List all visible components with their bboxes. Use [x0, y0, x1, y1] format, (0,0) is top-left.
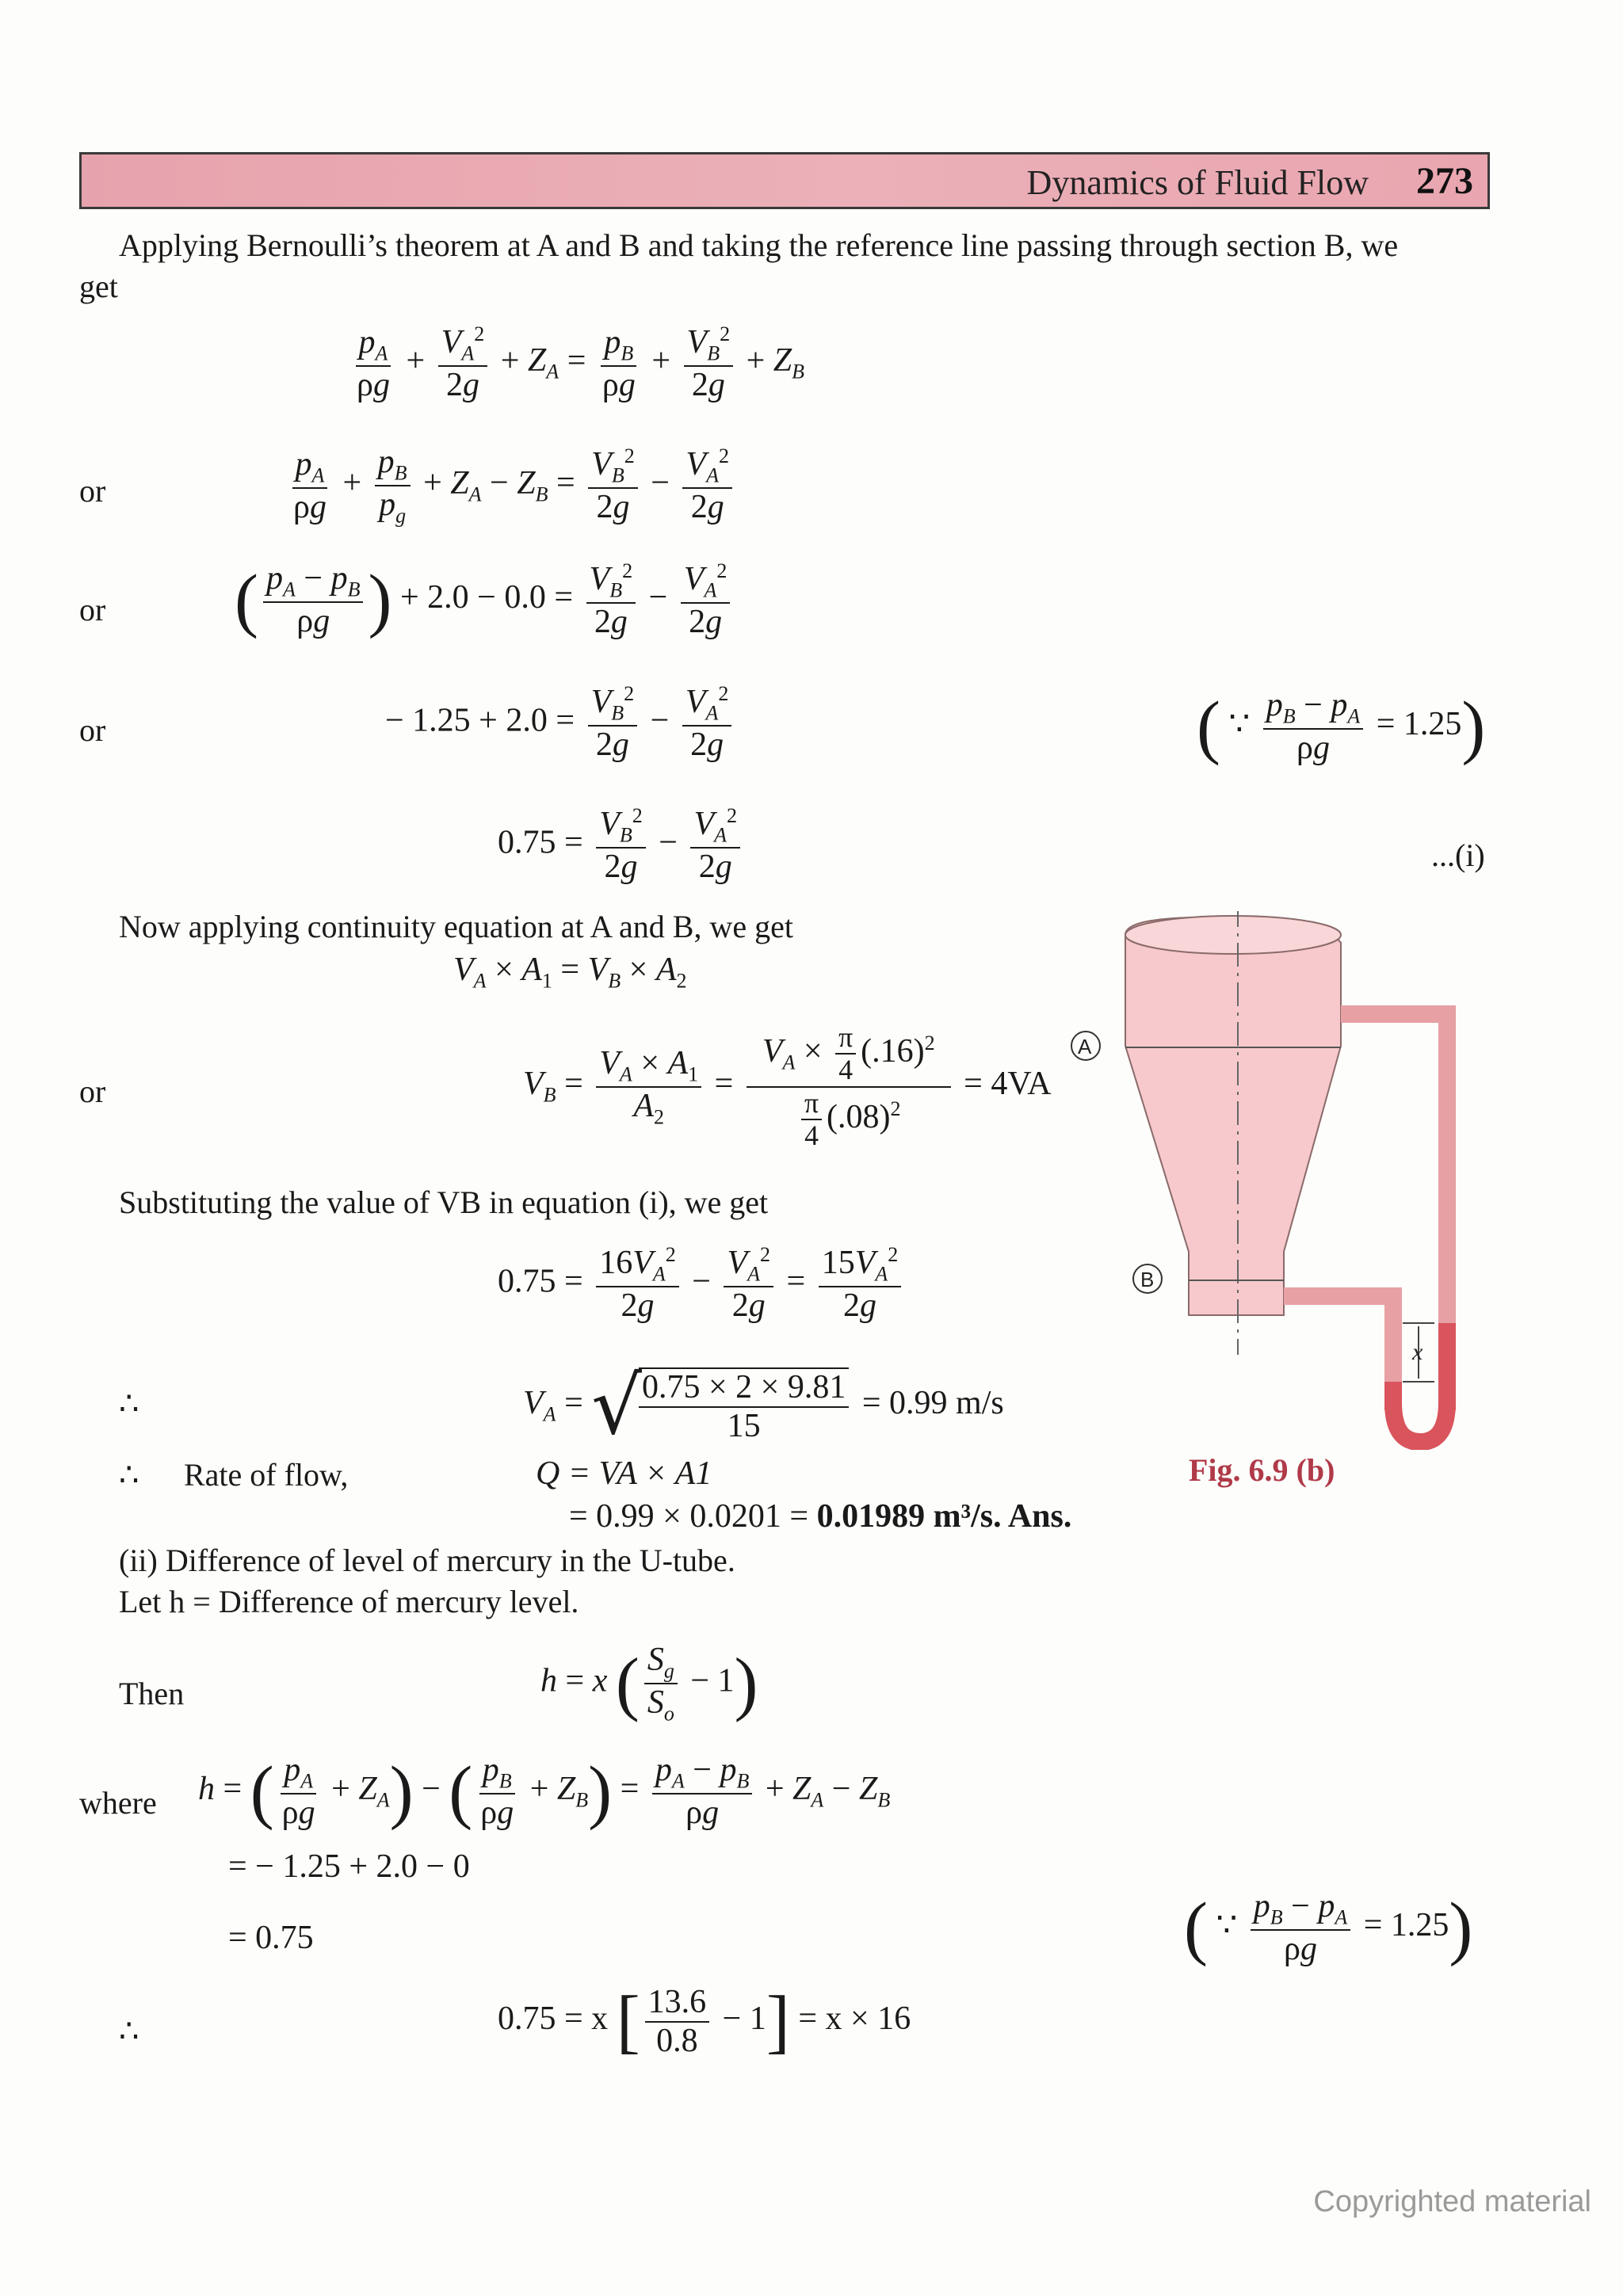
final-lhs: 0.75 = x — [498, 2000, 609, 2038]
equation-7-lhs: 0.75 = — [498, 1263, 583, 1300]
va-result: = 0.99 m/s — [861, 1385, 1004, 1422]
continuity-text: Now applying continuity equation at A and B, we get — [119, 909, 793, 944]
final-equation: 0.75 = x [ $\frac{13.6}{0.8}$ − 1] = x × 16 — [498, 1982, 911, 2061]
final-frac-num: 13.6 — [645, 1984, 710, 2022]
intro-line-2: get — [79, 269, 118, 304]
equation-4: − 1.25 + 2.0 = $\frac{V_B^2}{2g}$ − $\frac{V_A^2}{2g}$ — [385, 683, 736, 763]
label-b: B — [1140, 1268, 1155, 1291]
q-line-2-a: = 0.99 × 0.0201 = — [569, 1498, 817, 1535]
vb-result: = 4VA — [964, 1066, 1052, 1103]
vessel-top-ellipse — [1125, 916, 1341, 954]
vb-den-value: (.08) — [827, 1098, 891, 1135]
label-a: A — [1078, 1035, 1092, 1058]
page-number: 273 — [1416, 160, 1473, 202]
let-h-text: Let h = Difference of mercury level. — [119, 1584, 579, 1619]
rate-of-flow-label: Rate of flow, — [184, 1457, 349, 1493]
side-note-2: ( ∵ $\frac{p_B - p_A}{\rho g}$ = 1.25) — [1184, 1888, 1473, 1968]
therefore-2: ∴ — [119, 1457, 139, 1493]
equation-7: 0.75 = $\frac{16V_A^2}{2g}$ − $\frac{V_A^2}{2g}$ = $\frac{15V_A^2}{2g}$ — [498, 1244, 906, 1324]
side-note-2-value: = 1.25 — [1363, 1907, 1449, 1944]
label-where: where — [79, 1785, 157, 1821]
continuity-equation: $V_A \times A_1 = V_B \times A_2$ — [453, 952, 687, 993]
q-line-2 — [569, 1497, 1071, 1535]
therefore-1: ∴ — [119, 1386, 139, 1421]
equation-2: $\frac{p_A}{\rho g}$ + $\frac{p_B}{p_g}$ + $Z_A - Z_B$ = $\frac{V_B^2}{2g}$ − $\frac{V_A^2}{2g}$ — [285, 444, 737, 528]
copyright-watermark: Copyrighted material — [1313, 2185, 1591, 2218]
bernoulli-equation: $\frac{p_A}{\rho g}$ + $\frac{V_A^2}{2g}$ + $Z_A$ = $\frac{p_B}{\rho g}$ + $\frac{V_B^2}{2g}$ + $Z_B$ — [357, 322, 805, 404]
vessel-body — [1125, 917, 1341, 1315]
label-or-4: or — [79, 1074, 106, 1109]
q-line-1: Q = VA × A1 — [536, 1455, 712, 1492]
equation-5-lhs: 0.75 = — [498, 824, 583, 861]
final-rhs: = x × 16 — [798, 2000, 911, 2038]
manometer-tube-b — [1284, 1296, 1393, 1410]
h-value-line-2: = 0.75 — [228, 1920, 314, 1956]
x-label: x — [1412, 1339, 1423, 1365]
equation-3: ( $\frac{p_A - p_B}{\rho g}$ ) + 2.0 − 0.0 = $\frac{V_B^2}{2g}$ − $\frac{V_A^2}{2g}$ — [235, 559, 735, 641]
chapter-title: Dynamics of Fluid Flow — [1026, 163, 1369, 202]
label-or-3: or — [79, 712, 106, 748]
therefore-3: ∴ — [119, 2013, 139, 2049]
side-note-1: ( ∵ $\frac{p_B - p_A}{\rho g}$ = 1.25) — [1197, 687, 1486, 767]
venturi-figure — [1062, 911, 1474, 1450]
label-then: Then — [119, 1676, 185, 1711]
h-formula: h = x ( $\frac{S_g}{S_o}$ − 1) — [540, 1642, 758, 1726]
h-expansion: h = ( $\frac{p_A}{\rho g}$ + $Z_A$) − ( $\frac{p_B}{\rho g}$ + $Z_B$) = $\frac{p_A - p_B}{\rho g}$ + $Z_A - Z_B$ — [198, 1752, 891, 1832]
part-2-title: (ii) Difference of level of mercury in the U-tube. — [119, 1543, 735, 1578]
q-answer: 0.01989 m³/s. Ans. — [816, 1498, 1072, 1535]
h-value-line-1: = − 1.25 + 2.0 − 0 — [228, 1848, 470, 1885]
figure-caption: Fig. 6.9 (b) — [1189, 1452, 1335, 1488]
vb-equation: $V_B$ = $\frac{V_A \times A_1}{A_2}$ = $V_A$ × $\frac{\pi}{4}$ $(.16)^2$ $\frac{\pi}{4}$ $(.08)^2$ = 4VA — [523, 1021, 1052, 1151]
substitution-text: Substituting the value of VB in equation (i), we get — [119, 1184, 769, 1220]
equation-ref-i: ...(i) — [1431, 837, 1485, 873]
va-equation: $V_A$ = √ $\frac{0.75 \times 2 \times 9.81}{15}$ = 0.99 m/s — [523, 1360, 1004, 1452]
page-header — [79, 152, 1490, 209]
label-or-1: or — [79, 473, 106, 509]
vb-num-value: (.16) — [861, 1032, 925, 1070]
equation-3-mid: + 2.0 − 0.0 = — [399, 579, 574, 616]
final-frac-den: 0.8 — [656, 2022, 698, 2059]
side-note-1-value: = 1.25 — [1376, 706, 1462, 743]
label-or-2: or — [79, 592, 106, 627]
equation-4-lhs: − 1.25 + 2.0 = — [385, 702, 575, 739]
va-radicand-num: 0.75 × 2 × 9.81 — [639, 1369, 849, 1407]
equation-5: 0.75 = $\frac{V_B^2}{2g}$ − $\frac{V_A^2}{2g}$ — [498, 805, 745, 885]
va-radicand-den: 15 — [727, 1407, 761, 1444]
intro-line-1: Applying Bernoulli’s theorem at A and B and taking the reference line passing through section B, we — [119, 227, 1399, 263]
